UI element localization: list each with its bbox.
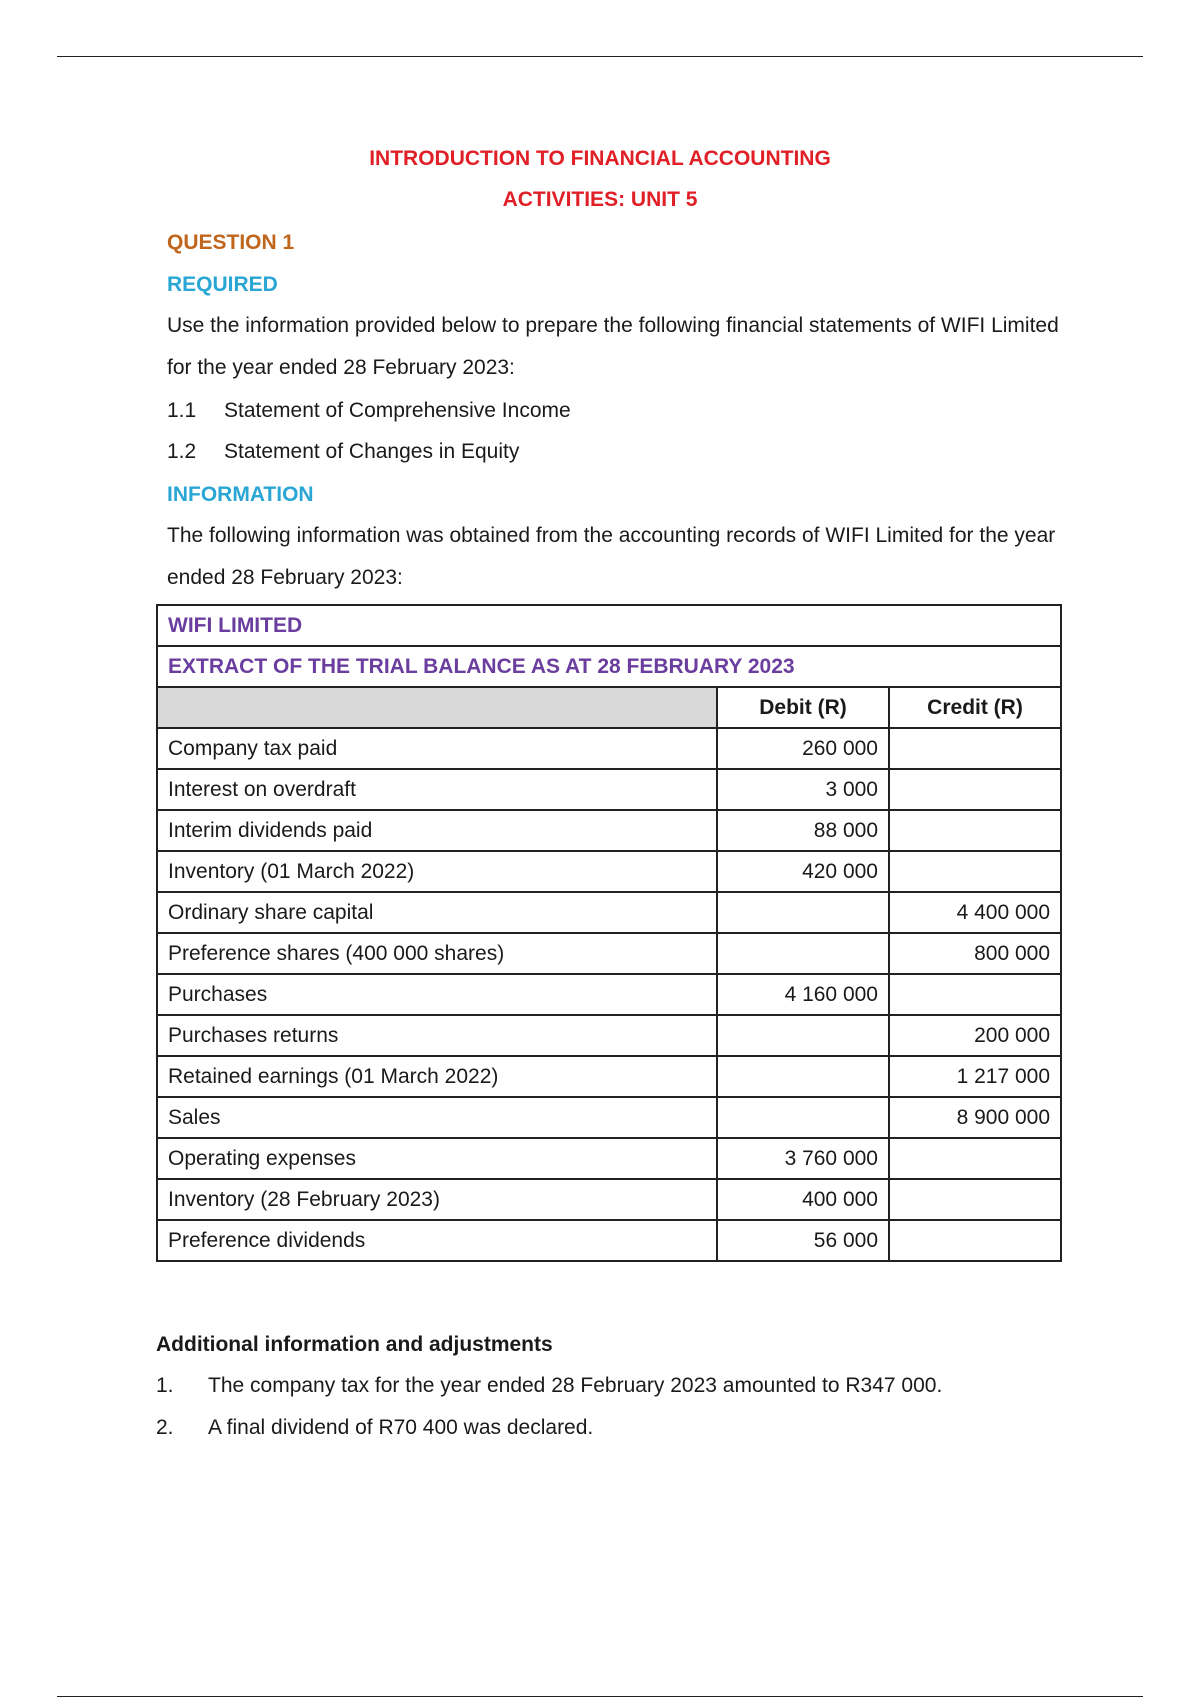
debit-value [717,1097,889,1138]
adjustment-text: The company tax for the year ended 28 February 2023 amounted to R347 000. [208,1374,943,1397]
required-heading: REQUIRED [167,273,278,296]
information-text: The following information was obtained from the accounting records of WIFI Limited for the year ended 28 February 2023: [167,524,1056,589]
table-row [157,1179,1061,1220]
bottom-rule [57,1696,1143,1697]
credit-value [889,810,1061,851]
top-rule [57,56,1143,57]
row-label: Purchases returns [157,1015,717,1056]
debit-value [717,1015,889,1056]
header-blank-cell [157,687,717,728]
debit-value: 400 000 [717,1179,889,1220]
question-label: QUESTION 1 [167,231,295,254]
credit-value [889,1138,1061,1179]
row-label: Company tax paid [157,728,717,769]
row-label: Sales [157,1097,717,1138]
table-title: EXTRACT OF THE TRIAL BALANCE AS AT 28 FEBRUARY 2023 [157,646,1061,687]
document-subtitle: ACTIVITIES: UNIT 5 [502,188,698,211]
credit-value: 1 217 000 [889,1056,1061,1097]
table-row [157,933,1061,974]
adjustment-item [156,1416,593,1440]
debit-value [717,1056,889,1097]
row-label: Ordinary share capital [157,892,717,933]
adjustment-item [156,1374,942,1398]
adjustment-number: 2. [156,1416,174,1439]
credit-value [889,1179,1061,1220]
adjustment-number: 1. [156,1374,174,1397]
debit-value: 4 160 000 [717,974,889,1015]
row-label: Inventory (01 March 2022) [157,851,717,892]
information-heading: INFORMATION [167,483,314,506]
list-item-number: 1.2 [167,440,197,463]
credit-value: 800 000 [889,933,1061,974]
debit-value: 420 000 [717,851,889,892]
table-row [157,810,1061,851]
debit-value: 56 000 [717,1220,889,1261]
row-label: Inventory (28 February 2023) [157,1179,717,1220]
table-row [157,1056,1061,1097]
row-label: Operating expenses [157,1138,717,1179]
document-title: INTRODUCTION TO FINANCIAL ACCOUNTING [369,147,831,170]
table-row [157,728,1061,769]
trial-balance-table [156,604,1062,1262]
debit-value: 260 000 [717,728,889,769]
credit-value [889,728,1061,769]
table-row [157,1220,1061,1261]
list-item-text: Statement of Changes in Equity [224,440,520,463]
credit-value: 200 000 [889,1015,1061,1056]
debit-value: 3 000 [717,769,889,810]
row-label: Purchases [157,974,717,1015]
company-name: WIFI LIMITED [157,605,1061,646]
list-item [167,399,571,423]
debit-value [717,892,889,933]
debit-value: 3 760 000 [717,1138,889,1179]
credit-value: 4 400 000 [889,892,1061,933]
row-label: Preference dividends [157,1220,717,1261]
required-text: Use the information provided below to prepare the following financial statements of WIFI Limited for the year ended 28 February 2023: [167,314,1059,379]
row-label: Retained earnings (01 March 2022) [157,1056,717,1097]
table-row [157,1097,1061,1138]
credit-value [889,769,1061,810]
list-item-text: Statement of Comprehensive Income [224,399,571,422]
row-label: Preference shares (400 000 shares) [157,933,717,974]
credit-value [889,974,1061,1015]
credit-column-header: Credit (R) [889,687,1061,728]
debit-value [717,933,889,974]
table-row [157,851,1061,892]
table-row [157,974,1061,1015]
credit-value: 8 900 000 [889,1097,1061,1138]
list-item-number: 1.1 [167,399,197,422]
row-label: Interest on overdraft [157,769,717,810]
debit-value: 88 000 [717,810,889,851]
table-row [157,892,1061,933]
debit-column-header: Debit (R) [717,687,889,728]
credit-value [889,851,1061,892]
row-label: Interim dividends paid [157,810,717,851]
additional-info-heading: Additional information and adjustments [156,1333,553,1356]
credit-value [889,1220,1061,1261]
adjustment-text: A final dividend of R70 400 was declared. [208,1416,594,1439]
list-item [167,440,519,464]
table-row [157,1015,1061,1056]
table-row [157,1138,1061,1179]
table-row [157,769,1061,810]
